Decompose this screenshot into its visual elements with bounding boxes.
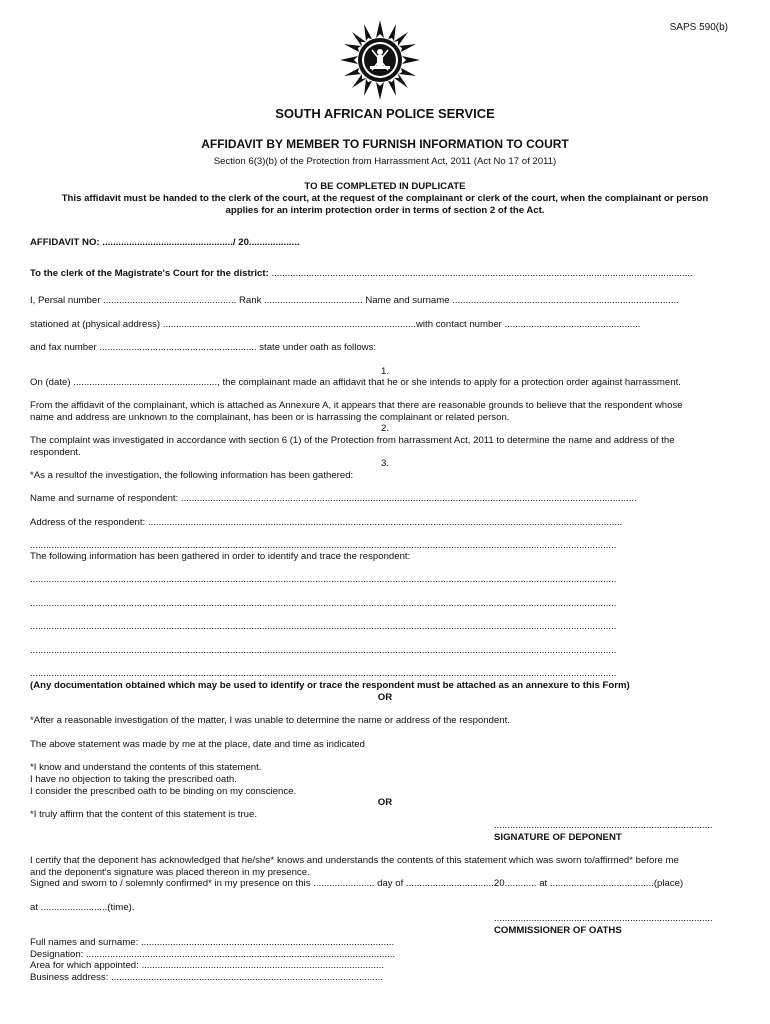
investigation-line-1: The complaint was investigated in accordance with section 6 (1) of the Protection from harrassment Act, 2011 to determine the name and address of the [30,435,675,446]
oath-line-2: I have no objection to taking the prescribed oath. [30,774,237,785]
paragraph-1-number: 1. [380,366,389,377]
clerk-district-field[interactable] [30,268,693,279]
oath-line-1: *I know and understand the contents of this statement. [30,762,262,773]
certify-line-2: and the deponent's signature was placed thereon in my presence. [30,867,310,878]
complaint-date-field[interactable]: On (date) ......................................................, the complainant made an affidavit that he or she intends to apply for a protection order against harrassment. [30,377,681,388]
commissioner-designation-field[interactable]: Designation: .................................................................................................................... [30,949,396,960]
notice-line-2: applies for an interim protection order in terms of section 2 of the Act. [225,205,545,216]
certify-line-1: I certify that the deponent has acknowledged that he/she* knows and understands the contents of this statement which was sworn to/affirmed* before me [30,855,679,866]
form-code: SAPS 590(b) [669,22,728,33]
organisation-title: SOUTH AFRICAN POLICE SERVICE [275,106,495,121]
saps-star-emblem-icon [340,20,420,100]
affirmation-line: *I truly affirm that the content of this statement is true. [30,809,257,820]
commissioner-label: COMMISSIONER OF OATHS [494,925,622,936]
document-subtitle: Section 6(3)(b) of the Protection from Harrassment Act, 2011 (Act No 17 of 2011) [213,156,557,167]
document-title: AFFIDAVIT BY MEMBER TO FURNISH INFORMATION TO COURT [201,137,569,151]
investigation-line-2: respondent. [30,447,81,458]
commissioner-area-field[interactable]: Area for which appointed: ........................................................................................... [30,960,385,971]
fax-number-field[interactable]: and fax number ........................................................... state under oath as follows: [30,342,377,353]
commissioner-business-address-field[interactable]: Business address: ...................................................................................................... [30,972,383,983]
statement-made-line: The above statement was made by me at the place, date and time as indicated [30,739,365,750]
unable-to-determine-statement: *After a reasonable investigation of the matter, I was unable to determine the name or address of the respondent. [30,715,510,726]
notice-line-1: This affidavit must be handed to the clerk of the court, at the request of the complainant or clerk of the court, when the complainant or person [61,193,709,204]
oath-or-separator: OR [377,797,393,808]
trace-line[interactable]: ............................................................................................................................................................................................................................ [30,645,617,656]
persal-rank-name-field[interactable]: I, Persal number .................................................. Rank ..................................... Name and surname ..................................................................................... [30,295,679,306]
trace-line[interactable]: ............................................................................................................................................................................................................................ [30,598,617,609]
information-gathered-line: *As a resultof the investigation, the following information has been gathered: [30,470,354,481]
time-field[interactable]: at .........................(time). [30,902,135,913]
documentation-note: (Any documentation obtained which may be used to identify or trace the respondent must be attached as an annexure to this Form) [30,680,630,691]
trace-line[interactable]: ............................................................................................................................................................................................................................ [30,621,617,632]
commissioner-full-names-field[interactable]: Full names and surname: ............................................................................................... [30,937,395,948]
trace-line[interactable]: ............................................................................................................................................................................................................................ [30,668,617,679]
oath-line-3: I consider the prescribed oath to be binding on my conscience. [30,786,297,797]
annexure-line-2: name and address are unknown to the complainant, has been or is harrassing the complainant or related person. [30,412,510,423]
deponent-signature-line[interactable]: .................................................................................. [494,820,713,831]
deponent-signature-label: SIGNATURE OF DEPONENT [494,832,622,843]
clerk-district-dots: .............................................................................................................................................................. [271,268,693,279]
trace-information-heading: The following information has been gathered in order to identify and trace the respondent: [30,551,411,562]
signed-sworn-field[interactable]: Signed and sworn to / solemnly confirmed* in my presence on this ....................... day of .................................20............ at .......................................(place) [30,878,684,889]
respondent-name-field[interactable]: Name and surname of respondent: ........................................................................................................................................................................... [30,493,637,504]
paragraph-2-number: 2. [380,423,389,434]
respondent-address-continued[interactable]: ............................................................................................................................................................................................................................ [30,540,617,551]
notice-heading: TO BE COMPLETED IN DUPLICATE [304,181,466,192]
commissioner-signature-line[interactable]: .................................................................................. [494,913,713,924]
trace-line[interactable]: ............................................................................................................................................................................................................................ [30,574,617,585]
or-separator: OR [377,692,393,703]
annexure-line-1: From the affidavit of the complainant, which is attached as Annexure A, it appears that there are reasonable grounds to believe that the respondent whose [30,400,683,411]
stationed-contact-field[interactable]: stationed at (physical address) ...............................................................................................with contact number ................................................... [30,319,641,330]
paragraph-3-number: 3. [380,458,389,469]
clerk-district-label: To the clerk of the Magistrate's Court for the district: [30,268,269,279]
respondent-address-field[interactable]: Address of the respondent: .................................................................................................................................................................................. [30,517,623,528]
affidavit-number-field[interactable]: AFFIDAVIT NO: ................................................./ 20................... [30,237,300,248]
